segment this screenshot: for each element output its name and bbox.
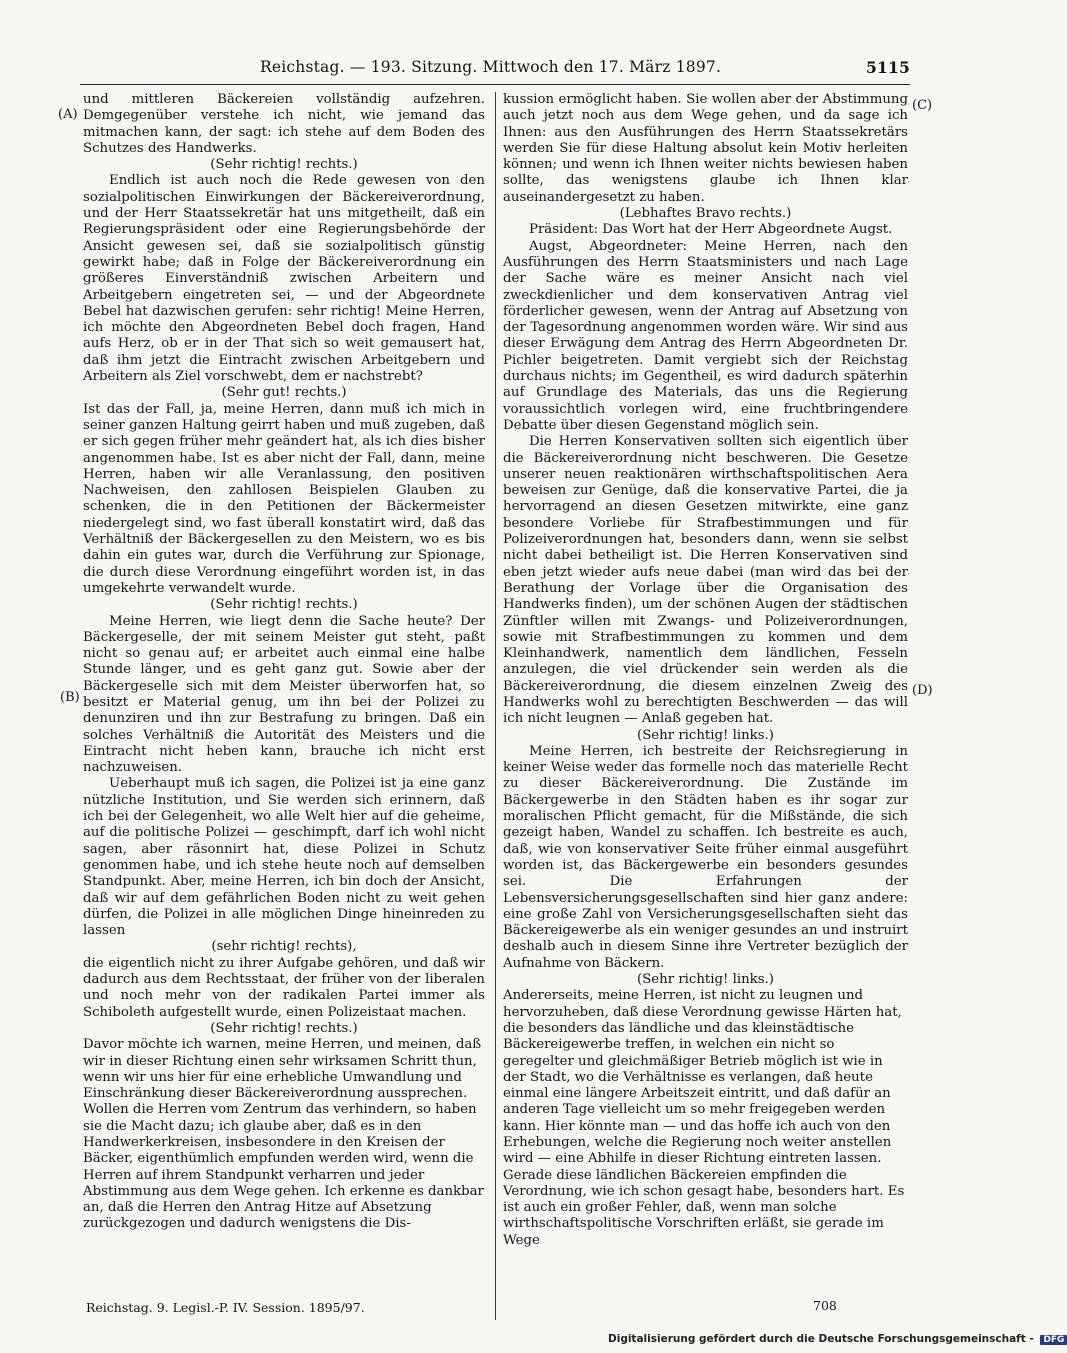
speaker-paragraph: Präsident: Das Wort hat der Herr Abgeordnete Augst. — [529, 222, 893, 238]
paragraph: Endlich ist auch noch die Rede gewesen von den sozialpolitischen Einwirkungen der Bäckereiverordnung, und der Herr Staatssekretär hat uns mitgetheilt, daß ein Regierungspräsident oder eine Regierungsbehörde der Ansicht gewesen sei, daß sie sozialpolitisch günstig gewirkt habe; daß in Folge der Bäckereiverordnung ein größeres Einverständniß zwischen Arbeitern und Arbeitgebern eingetreten sei, — und der Abgeordnete Bebel hat dazwischen gerufen: sehr richtig! Meine Herren, ich möchte den Abgeordneten Bebel doch fragen, Hand aufs Herz, ob er in der That sich so weit gemausert hat, daß ihm jetzt die Eintracht zwischen Arbeitgebern und Arbeitern als Ziel vorschwebt, dem er nachstrebt? — [83, 173, 485, 385]
paragraph: Ueberhaupt muß ich sagen, die Polizei ist ja eine ganz nützliche Institution, und Sie werden sich erinnern, daß ich bei der Gelegenheit, wo alle Welt hier auf die geheime, auf die politische Polizei — geschimpft, darf ich wohl nicht sagen, aber räsonnirt hat, diese Polizei in Schutz genommen habe, und ich stehe heute noch auf demselben Standpunkt. Aber, meine Herren, ich bin doch der Ansicht, daß wir auf dem gefährlichen Boden nicht zu weit gehen dürfen, die Polizei in alle möglichen Dinge hineinreden zu lassen — [83, 776, 485, 939]
footer-sheet-number: 708 — [813, 1298, 837, 1313]
paragraph: die eigentlich nicht zu ihrer Aufgabe gehören, und daß wir dadurch aus dem Rechtsstaat, der früher von der liberalen und noch mehr von der radikalen Partei immer als Schiboleth aufgestellt wurde, einen Polizeistaat machen. — [83, 955, 485, 1020]
interjection: (Sehr richtig! rechts.) — [210, 157, 358, 173]
page-header — [80, 58, 910, 80]
paragraph: Die Herren Konservativen sollten sich eigentlich über die Bäckereiverordnung nicht beschweren. Die Gesetze unserer neuen reaktionären wirthschaftspolitischen Aera beweisen zur Genüge, daß die konservative Partei, die ja hervorragend an diesen Gesetzen mitwirkte, eine ganz besondere Vorliebe für Strafbestimmungen und für Polizeiverordnungen hat, besonders dann, wenn sie selbst nicht dabei betheiligt ist. Die Herren Konservativen sind eben jetzt wieder aufs neue dabei (man wird das bei der Berathung der Vorlage über die Organisation des Handwerks finden), um der schönen Augen der städtischen Zünftler willen mit Zwangs- und Polizeiverordnungen, sowie mit Strafbestimmungen zu kommen und dem Kleinhandwerk, namentlich dem ländlichen, Fesseln anzulegen, die viel drückender sein werden als die Bäckereiverordnung, die diesem einzelnen Zweig des Handwerks wohl zu berechtigten Beschwerden — das will ich nicht leugnen — Anlaß gegeben hat. — [503, 434, 908, 727]
interjection: (Sehr richtig! links.) — [637, 972, 774, 988]
funding-note — [608, 1333, 1067, 1345]
left-column — [83, 92, 485, 1298]
speaker-paragraph: Augst, Abgeordneter: Meine Herren, nach den Ausführungen des Herrn Staatsministers und nach Lage der Sache wäre es meiner Ansicht nach viel zweckdienlicher und dem konservativen Antrag viel förderlicher gewesen, wenn der Antrag auf Absetzung von der Tagesordnung angenommen worden wäre. Wir sind aus dieser Erwägung dem Antrag des Herrn Abgeordneten Dr. Pichler beigetreten. Damit vergiebt sich der Reichstag durchaus nichts; im Gegentheil, es wird dadurch späterhin auf Grundlage des Materials, das uns die Regierung voraussichtlich vorlegen wird, eine fruchtbringendere Debatte über diesen Gegenstand möglich sein. — [503, 238, 908, 433]
paragraph: Andererseits, meine Herren, ist nicht zu leugnen und hervorzuheben, daß diese Verordnung gewisse Härten hat, die besonders das ländliche und das kleinstädtische Bäckereigewerbe treffen, in welchen ein nicht so geregelter und gleichmäßiger Betrieb möglich ist wie in der Stadt, wo die Verhältnisse es verlangen, daß heute einmal eine längere Arbeitszeit eintritt, und daß dafür an anderen Tage vielleicht um so mehr freigegeben werden kann. Hier könnte man — und das hoffe ich auch von den Erhebungen, welche die Regierung noch weiter anstellen wird — eine Abhilfe in dieser Richtung eintreten lassen. Gerade diese ländlichen Bäckereien empfinden die Verordnung, wie ich schon gesagt habe, besonders hart. Es ist auch ein großer Fehler, daß, wenn man solche wirthschaftspolitische Vorschriften erläßt, sie gerade im Wege — [503, 988, 905, 1248]
column-divider — [495, 92, 496, 1320]
interjection: (Sehr richtig! links.) — [637, 727, 774, 743]
margin-label-d: (D) — [912, 683, 933, 698]
margin-label-c: (C) — [912, 98, 933, 113]
interjection: (Sehr richtig! rechts.) — [210, 597, 358, 613]
paragraph: Davor möchte ich warnen, meine Herren, und meinen, daß wir in dieser Richtung einen sehr wirksamen Schritt thun, wenn wir uns hier für eine erhebliche Umwandlung und Einschränkung dieser Bäckereiverordnung aussprechen. Wollen die Herren vom Zentrum das verhindern, so haben sie die Macht dazu; ich glaube aber, daß es in den Handwerkerkreisen, insbesondere in den Kreisen der Bäcker, eigenthümlich empfunden werden wird, wenn die Herren auf ihrem Standpunkt verharren und jeder Abstimmung aus dem Wege gehen. Ich erkenne es dankbar an, daß die Herren den Antrag Hitze auf Absetzung zurückgezogen und dadurch wenigstens die Dis- — [83, 1037, 484, 1232]
funding-text: Digitalisierung gefördert durch die Deutsche Forschungsgemeinschaft - — [608, 1333, 1034, 1345]
dfg-logo-icon: DFG — [1040, 1335, 1067, 1345]
paragraph: Meine Herren, ich bestreite der Reichsregierung in keiner Weise weder das formelle noch das materielle Recht zu dieser Bäckereiverordnung. Die Zustände im Bäckergewerbe in den Städten haben es ihr sogar zur moralischen Pflicht gemacht, für die Mißstände, die sich gezeigt haben, Wandel zu schaffen. Ich bestreite es auch, daß, wie von konservativer Seite früher einmal ausgeführt worden ist, das Bäckergewerbe ein besonders gesundes sei. Die Erfahrungen der Lebensversicherungsgesellschaften sind hier ganz andere: eine große Zahl von Versicherungsgesellschaften sieht das Bäckereigewerbe als ein weniger gesundes an und instruirt deshalb auch in diesem Sinne ihre Vertreter bezüglich der Aufnahme von Bäckern. — [503, 743, 908, 971]
header-rule — [80, 84, 910, 85]
paragraph: kussion ermöglicht haben. Sie wollen aber der Abstimmung auch jetzt noch aus dem Wege gehen, und da sage ich Ihnen: aus den Ausführungen des Herrn Staatssekretärs werden Sie für diese Haltung absolut kein Motiv herleiten können; und wenn ich Ihnen weiter nichts bewiesen haben sollte, das wenigstens glaube ich Ihnen klar auseinandergesetzt zu haben. — [503, 92, 908, 205]
interjection: (Sehr gut! rechts.) — [221, 385, 347, 401]
page-number: 5115 — [866, 58, 910, 77]
paragraph: und mittleren Bäckereien vollständig aufzehren. Demgegenüber verstehe ich nicht, wie jemand das mitmachen kann, der sagt: ich stehe auf dem Boden des Schutzes des Handwerks. — [83, 92, 485, 156]
margin-label-a: (A) — [58, 107, 78, 122]
footer-session-info: Reichstag. 9. Legisl.-P. IV. Session. 1895/97. — [86, 1300, 365, 1315]
right-column — [503, 92, 908, 1298]
interjection: (sehr richtig! rechts), — [211, 939, 357, 955]
margin-label-b: (B) — [60, 690, 80, 705]
running-title: Reichstag. — 193. Sitzung. Mittwoch den 17. März 1897. — [260, 58, 722, 76]
paragraph: Meine Herren, wie liegt denn die Sache heute? Der Bäckergeselle, der mit seinem Meister gut steht, paßt nicht so genau auf; er arbeitet auch einmal eine halbe Stunde länger, und es geht ganz gut. Sowie aber der Bäckergeselle sich mit dem Meister überworfen hat, so besitzt er Material genug, um ihn bei der Polizei zu denunziren und ihn zur Bestrafung zu bringen. Daß ein solches Verhältniß die Autorität des Meisters und die Eintracht nicht heben kann, brauche ich nicht erst nachzuweisen. — [83, 613, 485, 776]
paragraph: Ist das der Fall, ja, meine Herren, dann muß ich mich in seiner ganzen Haltung geirrt haben und muß zugeben, daß er sich gegen früher mehr geändert hat, als ich dies bisher angenommen habe. Ist es aber nicht der Fall, dann, meine Herren, haben wir alle Veranlassung, den positiven Nachweisen, den zahllosen Beispielen Glauben zu schenken, die in den Petitionen der Bäckermeister niedergelegt sind, wo fast überall konstatirt wird, daß das Verhältniß der Bäckergesellen zu den Meistern, wo es bis dahin ein gutes war, durch die Verführung zur Spionage, die durch diese Verordnung eingeführt worden ist, in das umgekehrte verwandelt wurde. — [83, 401, 485, 596]
interjection: (Sehr richtig! rechts.) — [210, 1020, 358, 1036]
interjection: (Lebhaftes Bravo rechts.) — [619, 206, 792, 222]
